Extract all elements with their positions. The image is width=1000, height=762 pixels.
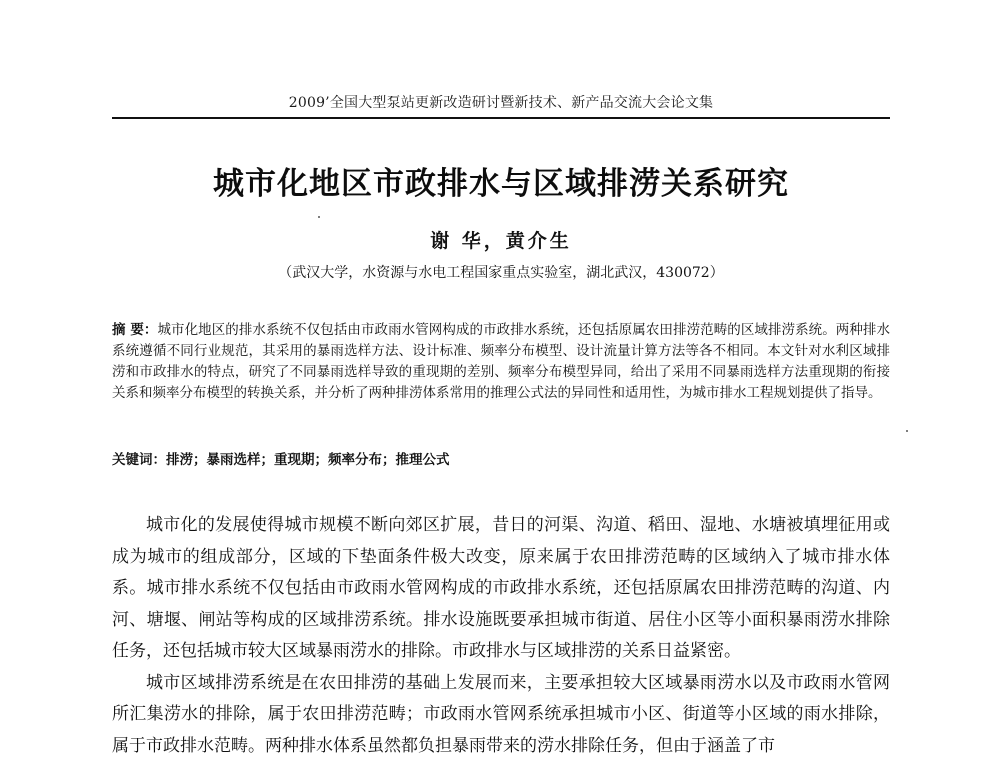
abstract-label: 摘 要：: [112, 322, 157, 338]
keywords: [112, 450, 890, 471]
body-paragraph: 城市区域排涝系统是在农田排涝的基础上发展而来，主要承担较大区域暴雨涝水以及市政雨水管网所汇集涝水的排除，属于农田排涝范畴；市政雨水管网系统承担城市小区、街道等小区域的雨水排除，属于市政排水范畴。两种排水体系虽然都负担暴雨带来的涝水排除任务，但由于涵盖了市: [112, 668, 890, 762]
abstract: [112, 320, 890, 404]
keywords-text: 排涝；暴雨选样；重现期；频率分布；推理公式: [166, 452, 450, 468]
running-header: 2009’全国大型泵站更新改造研讨暨新技术、新产品交流大会论文集: [112, 92, 890, 112]
body-text: [112, 510, 890, 762]
keywords-label: 关键词：: [112, 452, 166, 468]
header-divider: [112, 117, 890, 119]
paper-affiliation: （武汉大学，水资源与水电工程国家重点实验室，湖北武汉，430072）: [112, 262, 890, 282]
body-paragraph: 城市化的发展使得城市规模不断向郊区扩展，昔日的河渠、沟道、稻田、湿地、水塘被填埋征用或成为城市的组成部分，区域的下垫面条件极大改变，原来属于农田排涝范畴的区域纳入了城市排水体系。城市排水系统不仅包括由市政雨水管网构成的市政排水系统，还包括原属农田排涝范畴的沟道、内河、塘堰、闸站等构成的区域排涝系统。排水设施既要承担城市街道、居住小区等小面积暴雨涝水排除任务，还包括城市较大区域暴雨涝水的排除。市政排水与区域排涝的关系日益紧密。: [112, 510, 890, 668]
paper-authors: 谢 华，黄介生: [112, 226, 890, 253]
abstract-text: 城市化地区的排水系统不仅包括由市政雨水管网构成的市政排水系统，还包括原属农田排涝范畴的区域排涝系统。两种排水系统遵循不同行业规范，其采用的暴雨选样方法、设计标准、频率分布模型、设计流量计算方法等各不相同。本文针对水利区域排涝和市政排水的特点，研究了不同暴雨选样导致的重现期的差别、频率分布模型异同，给出了采用不同暴雨选样方法重现期的衔接关系和频率分布模型的转换关系，并分析了两种排涝体系常用的推理公式法的异同性和适用性，为城市排水工程规划提供了指导。: [112, 322, 890, 401]
scan-speck: [318, 216, 320, 218]
paper-title: 城市化地区市政排水与区域排涝关系研究: [112, 158, 890, 203]
scan-speck: [906, 430, 908, 432]
